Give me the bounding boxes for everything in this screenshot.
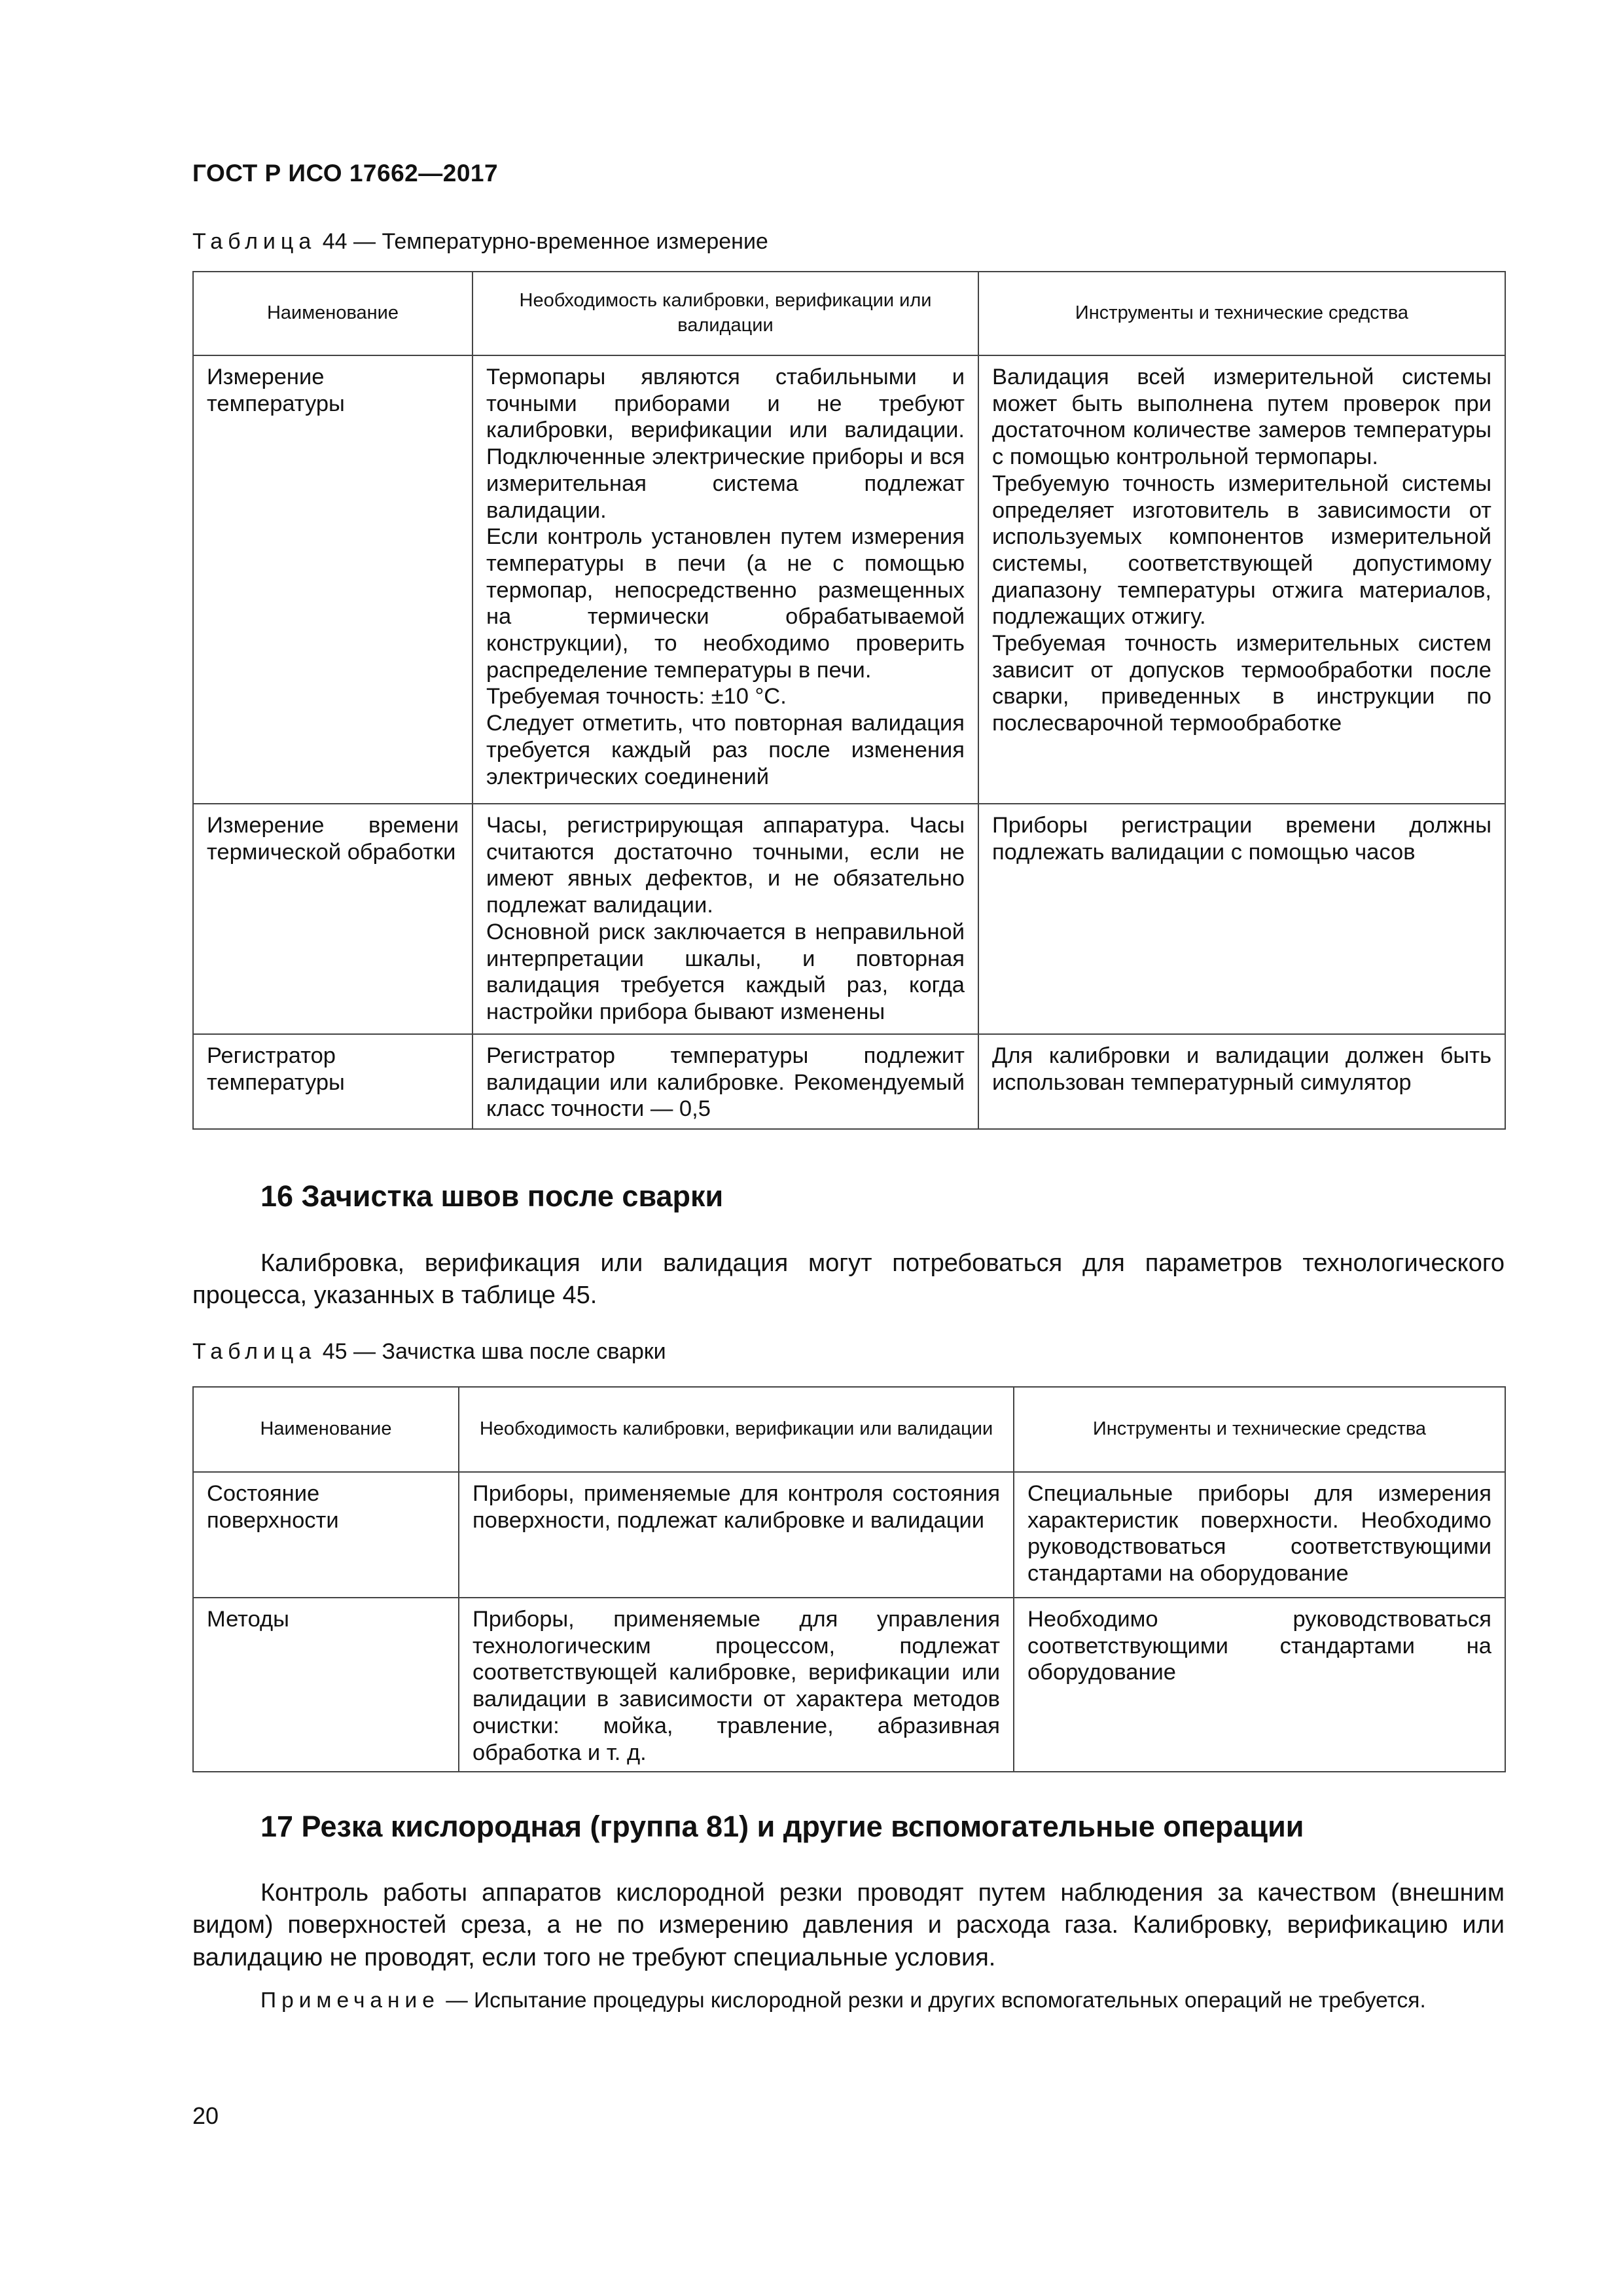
- row-tools: Для калибровки и валидации должен быть использован температурный симулятор: [978, 1034, 1505, 1129]
- header-cell: Инструменты и технические средства: [1014, 1387, 1505, 1472]
- table-45-caption: [192, 1339, 666, 1365]
- document-header: ГОСТ Р ИСО 17662—2017: [192, 160, 499, 187]
- table-44: [192, 271, 1506, 1130]
- table-row: [193, 804, 1505, 1034]
- table-44-caption: [192, 229, 768, 255]
- header-cell: Наименование: [193, 272, 473, 355]
- row-need: Часы, регистрирующая аппаратура. Часы считаются достаточно точными, если не имеют явных дефектов, и не обязательно подлежат валидации. Основной риск заключается в неправильной интерпретации шкалы, и повторная валидация требуется каждый раз, когда настройки прибора бывают изменены: [473, 804, 978, 1034]
- section-16-text: Калибровка, верификация или валидация могут потребоваться для параметров технологического процесса, указанных в таблице 45.: [192, 1249, 1505, 1310]
- note-text: — Испытание процедуры кислородной резки и других вспомогательных операций не требуется.: [439, 1988, 1426, 2013]
- row-name: Измерение времени термической обработки: [193, 804, 473, 1034]
- section-17-title: 17 Резка кислородная (группа 81) и другие вспомогательные операции: [260, 1810, 1304, 1843]
- table-45-title: 45 — Зачистка шва после сварки: [322, 1339, 666, 1364]
- row-need: Приборы, применяемые для управления технологическим процессом, подлежат соответствующей калибровке, верификации или валидации в зависимости от характера методов очистки: мойка, травление, абразивная обработка и т. д.: [459, 1598, 1014, 1772]
- section-17-note: [192, 1986, 1505, 2017]
- header-cell: Инструменты и технические средства: [978, 272, 1505, 355]
- header-cell: Необходимость калибровки, верификации или валидации: [473, 272, 978, 355]
- table-44-label: Таблица: [192, 229, 317, 254]
- page-number: 20: [192, 2102, 219, 2129]
- row-name: Регистратор температуры: [193, 1034, 473, 1129]
- row-tools: Приборы регистрации времени должны подлежать валидации с помощью часов: [978, 804, 1505, 1034]
- row-name: Состояние поверхности: [193, 1472, 459, 1598]
- header-cell: Необходимость калибровки, верификации или валидации: [459, 1387, 1014, 1472]
- table-header-row: [193, 1387, 1505, 1472]
- row-tools: Валидация всей измерительной системы может быть выполнена путем проверок при достаточном количестве замеров температуры с помощью контрольной термопары. Требуемую точность измерительной системы определяет изготовитель в зависимости от используемых компонентов измерительной системы, соответствующей допустимому диапазону температуры отжига материалов, подлежащих отжигу. Требуемая точность измерительных систем зависит от допусков термообработки после сварки, приведенных в инструкции по послесварочной термообработке: [978, 355, 1505, 804]
- table-44-title: 44 — Температурно-временное измерение: [322, 229, 768, 254]
- row-name: Методы: [193, 1598, 459, 1772]
- row-need: Термопары являются стабильными и точными приборами и не требуют калибровки, верификации или валидации. Подключенные электрические приборы и вся измерительная система подлежат валидации. Если контроль установлен путем измерения температуры в печи (а не с помощью термопар, непосредственно размещенных на термически обрабатываемой конструкции), то необходимо проверить распределение температуры в печи. Требуемая точность: ±10 °С. Следует отметить, что повторная валидация требуется каждый раз после изменения электрических соединений: [473, 355, 978, 804]
- table-row: [193, 1472, 1505, 1598]
- section-17-text: Контроль работы аппаратов кислородной резки проводят путем наблюдения за качеством (внешним видом) поверхностей среза, а не по измерению давления и расхода газа. Калибровку, верификацию или валидацию не проводят, если того не требуют специальные условия.: [192, 1879, 1505, 1971]
- row-need: Регистратор температуры подлежит валидации или калибровке. Рекомендуемый класс точности — 0,5: [473, 1034, 978, 1129]
- row-need: Приборы, применяемые для контроля состояния поверхности, подлежат калибровке и валидации: [459, 1472, 1014, 1598]
- note-label: Примечание: [260, 1988, 440, 2013]
- header-cell: Наименование: [193, 1387, 459, 1472]
- row-tools: Специальные приборы для измерения характеристик поверхности. Необходимо руководствоваться соответствующими стандартами на оборудование: [1014, 1472, 1505, 1598]
- table-row: [193, 355, 1505, 804]
- section-16-title: 16 Зачистка швов после сварки: [260, 1179, 724, 1213]
- table-45: [192, 1386, 1506, 1772]
- table-header-row: [193, 272, 1505, 355]
- table-45-label: Таблица: [192, 1339, 317, 1364]
- row-tools: Необходимо руководствоваться соответствующими стандартами на оборудование: [1014, 1598, 1505, 1772]
- table-row: [193, 1034, 1505, 1129]
- row-name: Измерение температуры: [193, 355, 473, 804]
- table-row: [193, 1598, 1505, 1772]
